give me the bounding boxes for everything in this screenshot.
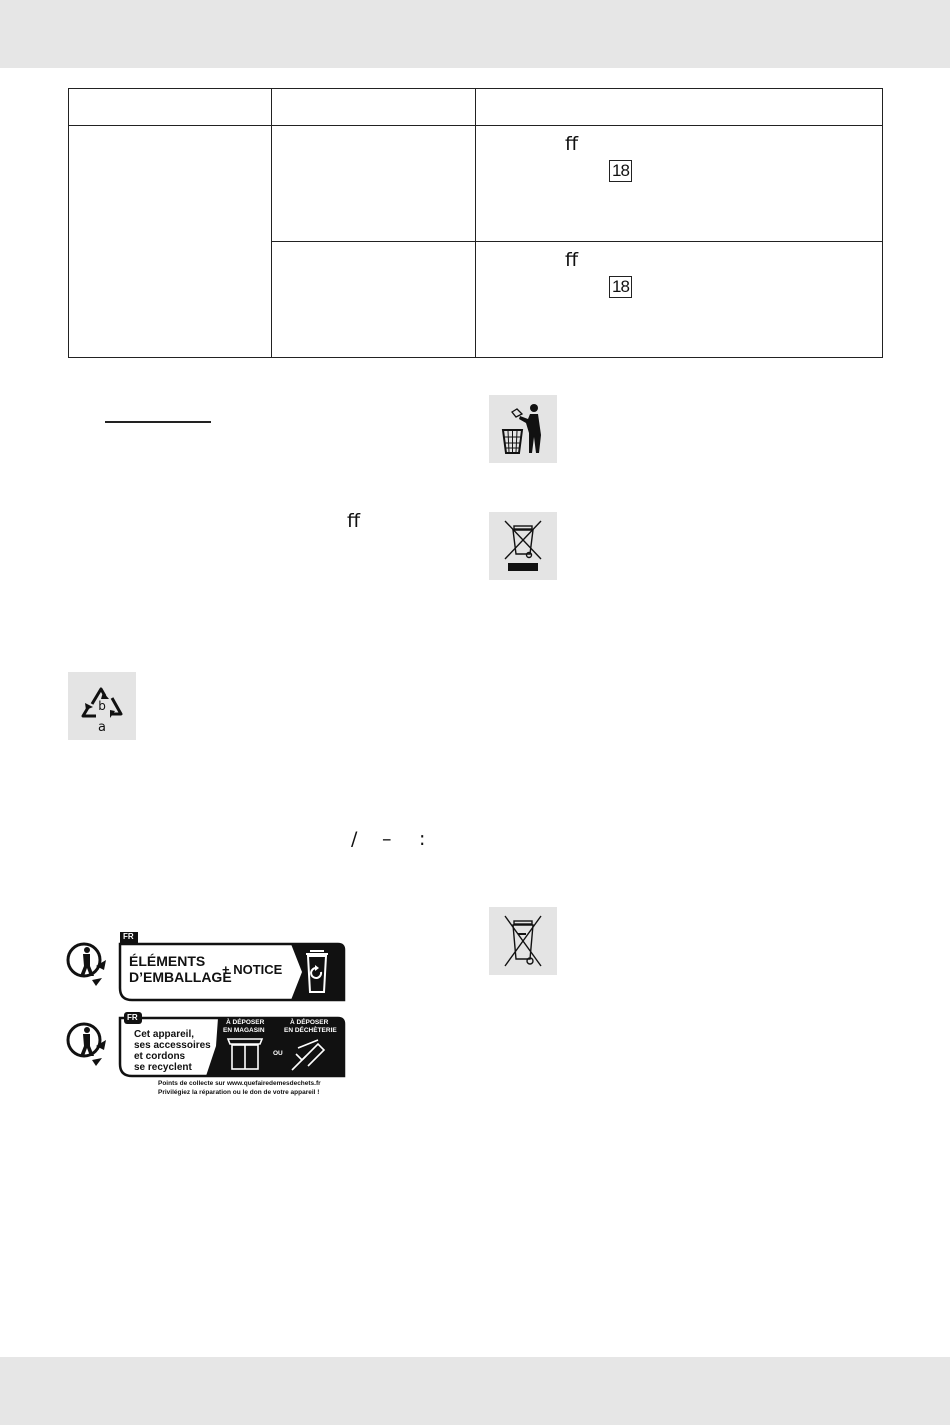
triman-packaging-graphic [66, 930, 352, 1002]
row2-reference-box: 18 [609, 276, 632, 298]
triman-device-line1: Cet appareil, [134, 1029, 195, 1040]
triman-device-footer2: Privilégiez la réparation ou le don de votre appareil ! [158, 1089, 320, 1096]
row2-ff-glyph: ff [565, 249, 579, 271]
triman-device-option2-l1: À DÉPOSER [290, 1019, 329, 1026]
recycling-code-bottom-letter: a [98, 720, 106, 735]
troubleshooting-table [68, 88, 883, 358]
recycling-triangle-svg [68, 672, 136, 740]
triman-device-line3: et cordons [134, 1051, 186, 1062]
tidyman-svg [489, 395, 557, 463]
triman-device-line2: ses accessoires [134, 1040, 211, 1051]
body-slash-glyph: / [351, 828, 358, 850]
heading-underline [105, 421, 211, 423]
triman-device-badge: FR [127, 1013, 138, 1022]
row1-ff-glyph: ff [565, 133, 579, 155]
triman-packaging-plus: + NOTICE [222, 962, 283, 977]
triman-device-logo [66, 1010, 352, 1102]
column-divider-2 [475, 89, 476, 357]
row-divider [272, 241, 882, 242]
bottom-margin-band [0, 1357, 950, 1425]
tidyman-litter-bin-icon [489, 395, 557, 463]
body-colon-glyph: : [419, 828, 426, 850]
top-margin-band [0, 0, 950, 68]
recycling-code-top-letter: b [98, 699, 106, 713]
triman-packaging-line2: D’EMBALLAGE [129, 969, 232, 985]
triman-device-footer1: Points de collecte sur www.quefairedemesdechets.fr [158, 1080, 321, 1087]
body-dash-glyph: – [382, 828, 392, 850]
triman-device-option1-l2: EN MAGASIN [223, 1027, 265, 1034]
column-divider-1 [271, 89, 272, 357]
weee-bar-svg [489, 512, 557, 580]
row1-reference-box: 18 [609, 160, 632, 182]
recycling-triangle-icon [68, 672, 136, 740]
triman-device-line4: se recyclent [134, 1062, 192, 1073]
weee-svg [489, 907, 557, 975]
crossed-out-wheelie-bin-icon [489, 907, 557, 975]
triman-packaging-badge: FR [123, 932, 134, 941]
triman-device-option2-l2: EN DÉCHÈTERIE [284, 1027, 337, 1034]
triman-packaging-logo [66, 930, 352, 1002]
body-ff-glyph: ff [347, 510, 361, 532]
crossed-out-wheelie-bin-bar-icon [489, 512, 557, 580]
triman-device-option1-l1: À DÉPOSER [226, 1019, 265, 1026]
triman-device-or: OU [273, 1050, 283, 1057]
triman-packaging-line1: ÉLÉMENTS [129, 953, 206, 969]
